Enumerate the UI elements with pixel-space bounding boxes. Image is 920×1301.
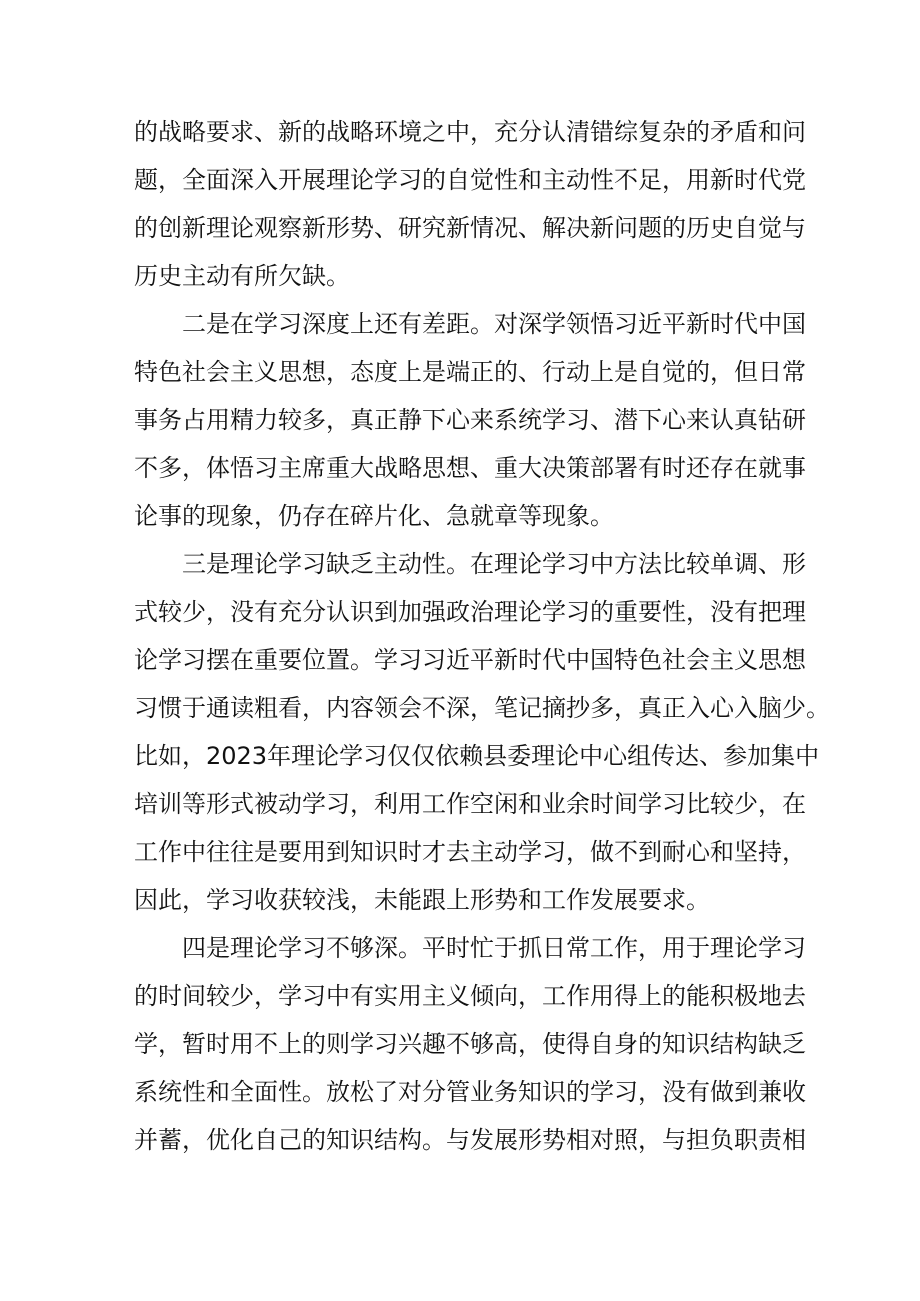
text-line: 培训等形式被动学习，利用工作空闲和业余时间学习比较少，在 (134, 790, 806, 818)
text-line: 论事的现象，仍存在碎片化、急就章等现象。 (134, 502, 614, 530)
text-line: 二是在学习深度上还有差距。对深学领悟习近平新时代中国 (182, 310, 806, 338)
document-body (134, 108, 830, 1164)
text-line: 四是理论学习不够深。平时忙于抓日常工作，用于理论学习 (182, 934, 806, 962)
text-line: 事务占用精力较多，真正静下心来系统学习、潜下心来认真钻研 (134, 406, 806, 434)
text-line: 的创新理论观察新形势、研究新情况、解决新问题的历史自觉与 (134, 214, 806, 242)
text-line: 的时间较少，学习中有实用主义倾向，工作用得上的能积极地去 (134, 982, 806, 1010)
text-line: 三是理论学习缺乏主动性。在理论学习中方法比较单调、形 (182, 550, 806, 578)
text-line: 系统性和全面性。放松了对分管业务知识的学习，没有做到兼收 (134, 1078, 806, 1106)
text-line: 历史主动有所欠缺。 (134, 262, 350, 290)
text-line: 比如，2023年理论学习仅仅依赖县委理论中心组传达、参加集中 (134, 742, 820, 770)
paragraph-point-2 (134, 300, 806, 540)
text-line: 因此，学习收获较浅，未能跟上形势和工作发展要求。 (134, 886, 710, 914)
text-line: 论学习摆在重要位置。学习习近平新时代中国特色社会主义思想 (134, 646, 806, 674)
paragraph-point-4 (134, 924, 806, 1164)
text-line: 特色社会主义思想，态度上是端正的、行动上是自觉的，但日常 (134, 358, 806, 386)
paragraph-point-3 (134, 540, 830, 924)
text-line: 并蓄，优化自己的知识结构。与发展形势相对照，与担负职责相 (134, 1126, 806, 1154)
text-line: 工作中往往是要用到知识时才去主动学习，做不到耐心和坚持， (134, 838, 806, 866)
text-line: 题，全面深入开展理论学习的自觉性和主动性不足，用新时代党 (134, 166, 806, 194)
text-line: 学，暂时用不上的则学习兴趣不够高，使得自身的知识结构缺乏 (134, 1030, 806, 1058)
text-line: 不多，体悟习主席重大战略思想、重大决策部署有时还存在就事 (134, 454, 806, 482)
text-line: 的战略要求、新的战略环境之中，充分认清错综复杂的矛盾和问 (134, 118, 806, 146)
paragraph-continued (134, 108, 806, 300)
text-line: 习惯于通读粗看，内容领会不深，笔记摘抄多，真正入心入脑少。 (134, 694, 830, 722)
text-line: 式较少，没有充分认识到加强政治理论学习的重要性，没有把理 (134, 598, 806, 626)
